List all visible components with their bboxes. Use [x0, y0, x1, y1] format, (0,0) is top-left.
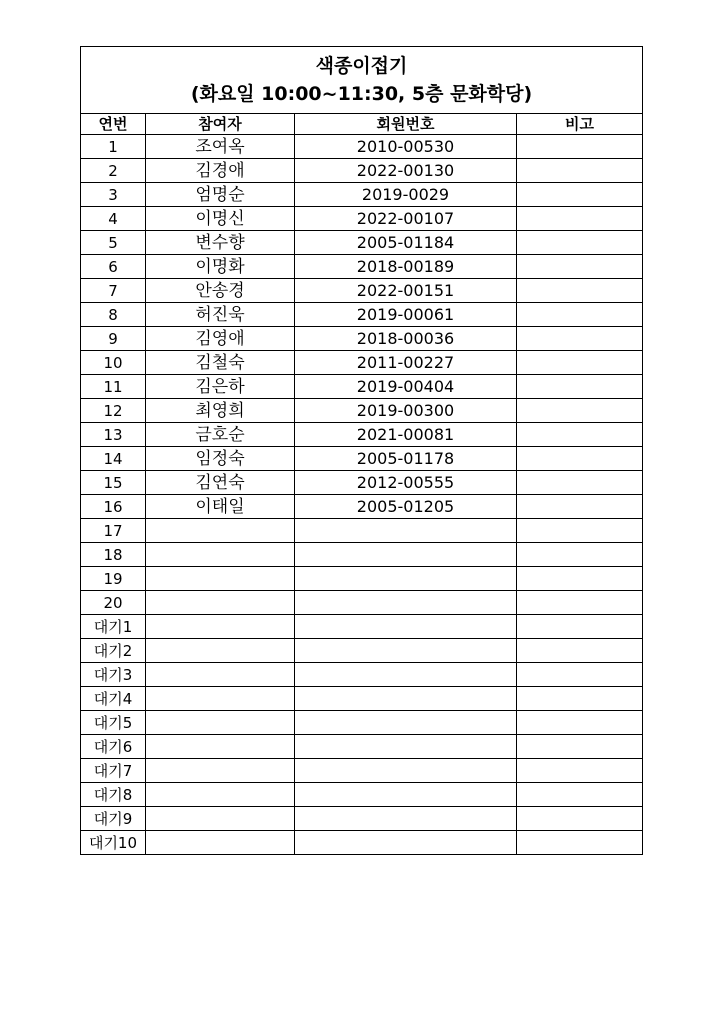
note-cell	[517, 807, 643, 831]
member-id-cell	[295, 687, 517, 711]
participant-name-cell: 이명신	[146, 207, 295, 231]
column-header-participant: 참여자	[146, 114, 295, 135]
participant-name-cell: 이태일	[146, 495, 295, 519]
participant-name-cell: 이명화	[146, 255, 295, 279]
row-number-cell: 8	[81, 303, 146, 327]
participant-name-cell	[146, 519, 295, 543]
member-id-cell	[295, 783, 517, 807]
member-id-cell	[295, 735, 517, 759]
note-cell	[517, 183, 643, 207]
note-cell	[517, 663, 643, 687]
row-number-cell: 대기1	[81, 615, 146, 639]
member-id-cell	[295, 663, 517, 687]
note-cell	[517, 471, 643, 495]
participant-name-cell	[146, 591, 295, 615]
member-id-cell	[295, 711, 517, 735]
participant-name-cell: 변수향	[146, 231, 295, 255]
note-cell	[517, 303, 643, 327]
participant-name-cell	[146, 735, 295, 759]
participant-name-cell: 김경애	[146, 159, 295, 183]
member-id-cell	[295, 543, 517, 567]
note-cell	[517, 231, 643, 255]
member-id-cell: 2021-00081	[295, 423, 517, 447]
table-row	[81, 159, 643, 183]
note-cell	[517, 687, 643, 711]
table-row	[81, 783, 643, 807]
table-row	[81, 615, 643, 639]
row-number-cell: 대기5	[81, 711, 146, 735]
row-number-cell: 대기10	[81, 831, 146, 855]
note-cell	[517, 519, 643, 543]
note-cell	[517, 495, 643, 519]
row-number-cell: 대기9	[81, 807, 146, 831]
note-cell	[517, 207, 643, 231]
table-row	[81, 207, 643, 231]
member-id-cell	[295, 567, 517, 591]
note-cell	[517, 375, 643, 399]
row-number-cell: 대기2	[81, 639, 146, 663]
table-row	[81, 567, 643, 591]
attendance-table-body	[81, 47, 643, 855]
table-row	[81, 135, 643, 159]
table-row	[81, 471, 643, 495]
row-number-cell: 6	[81, 255, 146, 279]
note-cell	[517, 639, 643, 663]
note-cell	[517, 423, 643, 447]
note-cell	[517, 255, 643, 279]
row-number-cell: 13	[81, 423, 146, 447]
member-id-cell	[295, 831, 517, 855]
participant-name-cell: 금호순	[146, 423, 295, 447]
table-row	[81, 255, 643, 279]
row-number-cell: 14	[81, 447, 146, 471]
member-id-cell: 2005-01178	[295, 447, 517, 471]
member-id-cell: 2005-01184	[295, 231, 517, 255]
participant-name-cell	[146, 711, 295, 735]
row-number-cell: 16	[81, 495, 146, 519]
title-row	[81, 47, 643, 114]
column-header-no: 연번	[81, 114, 146, 135]
member-id-cell: 2019-00404	[295, 375, 517, 399]
table-row	[81, 639, 643, 663]
participant-name-cell	[146, 759, 295, 783]
table-row	[81, 231, 643, 255]
participant-name-cell: 최영희	[146, 399, 295, 423]
table-row	[81, 735, 643, 759]
row-number-cell: 9	[81, 327, 146, 351]
member-id-cell: 2019-0029	[295, 183, 517, 207]
row-number-cell: 18	[81, 543, 146, 567]
note-cell	[517, 159, 643, 183]
row-number-cell: 대기7	[81, 759, 146, 783]
table-row	[81, 543, 643, 567]
note-cell	[517, 399, 643, 423]
table-row	[81, 807, 643, 831]
attendance-table	[80, 46, 643, 855]
row-number-cell: 대기6	[81, 735, 146, 759]
participant-name-cell	[146, 687, 295, 711]
participant-name-cell: 김영애	[146, 327, 295, 351]
row-number-cell: 19	[81, 567, 146, 591]
document-title: 색종이접기	[315, 55, 408, 77]
member-id-cell: 2022-00151	[295, 279, 517, 303]
table-row	[81, 447, 643, 471]
table-row	[81, 711, 643, 735]
member-id-cell: 2011-00227	[295, 351, 517, 375]
participant-name-cell: 안송경	[146, 279, 295, 303]
participant-name-cell: 김연숙	[146, 471, 295, 495]
header-row	[81, 114, 643, 135]
row-number-cell: 5	[81, 231, 146, 255]
note-cell	[517, 327, 643, 351]
row-number-cell: 17	[81, 519, 146, 543]
member-id-cell	[295, 591, 517, 615]
participant-name-cell	[146, 831, 295, 855]
note-cell	[517, 591, 643, 615]
member-id-cell: 2018-00189	[295, 255, 517, 279]
table-row	[81, 495, 643, 519]
note-cell	[517, 615, 643, 639]
participant-name-cell	[146, 663, 295, 687]
document-subtitle: (화요일 10:00~11:30, 5층 문화학당)	[190, 83, 533, 105]
participant-name-cell	[146, 615, 295, 639]
row-number-cell: 15	[81, 471, 146, 495]
row-number-cell: 3	[81, 183, 146, 207]
member-id-cell: 2022-00130	[295, 159, 517, 183]
note-cell	[517, 447, 643, 471]
table-row	[81, 375, 643, 399]
table-row	[81, 759, 643, 783]
member-id-cell	[295, 519, 517, 543]
participant-name-cell	[146, 783, 295, 807]
note-cell	[517, 567, 643, 591]
participant-name-cell: 조여옥	[146, 135, 295, 159]
participant-name-cell: 김철숙	[146, 351, 295, 375]
table-row	[81, 519, 643, 543]
participant-name-cell: 엄명순	[146, 183, 295, 207]
note-cell	[517, 351, 643, 375]
participant-name-cell	[146, 639, 295, 663]
member-id-cell: 2022-00107	[295, 207, 517, 231]
member-id-cell: 2010-00530	[295, 135, 517, 159]
row-number-cell: 4	[81, 207, 146, 231]
table-row	[81, 399, 643, 423]
table-row	[81, 183, 643, 207]
row-number-cell: 7	[81, 279, 146, 303]
column-header-note: 비고	[517, 114, 643, 135]
title-cell	[81, 47, 643, 114]
row-number-cell: 10	[81, 351, 146, 375]
table-row	[81, 327, 643, 351]
table-row	[81, 663, 643, 687]
note-cell	[517, 543, 643, 567]
row-number-cell: 대기4	[81, 687, 146, 711]
row-number-cell: 20	[81, 591, 146, 615]
member-id-cell: 2005-01205	[295, 495, 517, 519]
column-header-member-id: 회원번호	[295, 114, 517, 135]
member-id-cell: 2018-00036	[295, 327, 517, 351]
note-cell	[517, 279, 643, 303]
row-number-cell: 2	[81, 159, 146, 183]
note-cell	[517, 711, 643, 735]
member-id-cell: 2019-00300	[295, 399, 517, 423]
participant-name-cell	[146, 543, 295, 567]
participant-name-cell: 허진욱	[146, 303, 295, 327]
participant-name-cell: 김은하	[146, 375, 295, 399]
table-row	[81, 831, 643, 855]
member-id-cell	[295, 639, 517, 663]
participant-name-cell	[146, 807, 295, 831]
row-number-cell: 대기8	[81, 783, 146, 807]
note-cell	[517, 831, 643, 855]
participant-name-cell	[146, 567, 295, 591]
table-row	[81, 279, 643, 303]
table-row	[81, 687, 643, 711]
member-id-cell	[295, 807, 517, 831]
table-row	[81, 351, 643, 375]
note-cell	[517, 735, 643, 759]
table-row	[81, 423, 643, 447]
table-row	[81, 303, 643, 327]
member-id-cell: 2012-00555	[295, 471, 517, 495]
note-cell	[517, 135, 643, 159]
row-number-cell: 1	[81, 135, 146, 159]
participant-name-cell: 임정숙	[146, 447, 295, 471]
member-id-cell: 2019-00061	[295, 303, 517, 327]
member-id-cell	[295, 615, 517, 639]
member-id-cell	[295, 759, 517, 783]
row-number-cell: 대기3	[81, 663, 146, 687]
note-cell	[517, 783, 643, 807]
row-number-cell: 11	[81, 375, 146, 399]
row-number-cell: 12	[81, 399, 146, 423]
table-row	[81, 591, 643, 615]
note-cell	[517, 759, 643, 783]
